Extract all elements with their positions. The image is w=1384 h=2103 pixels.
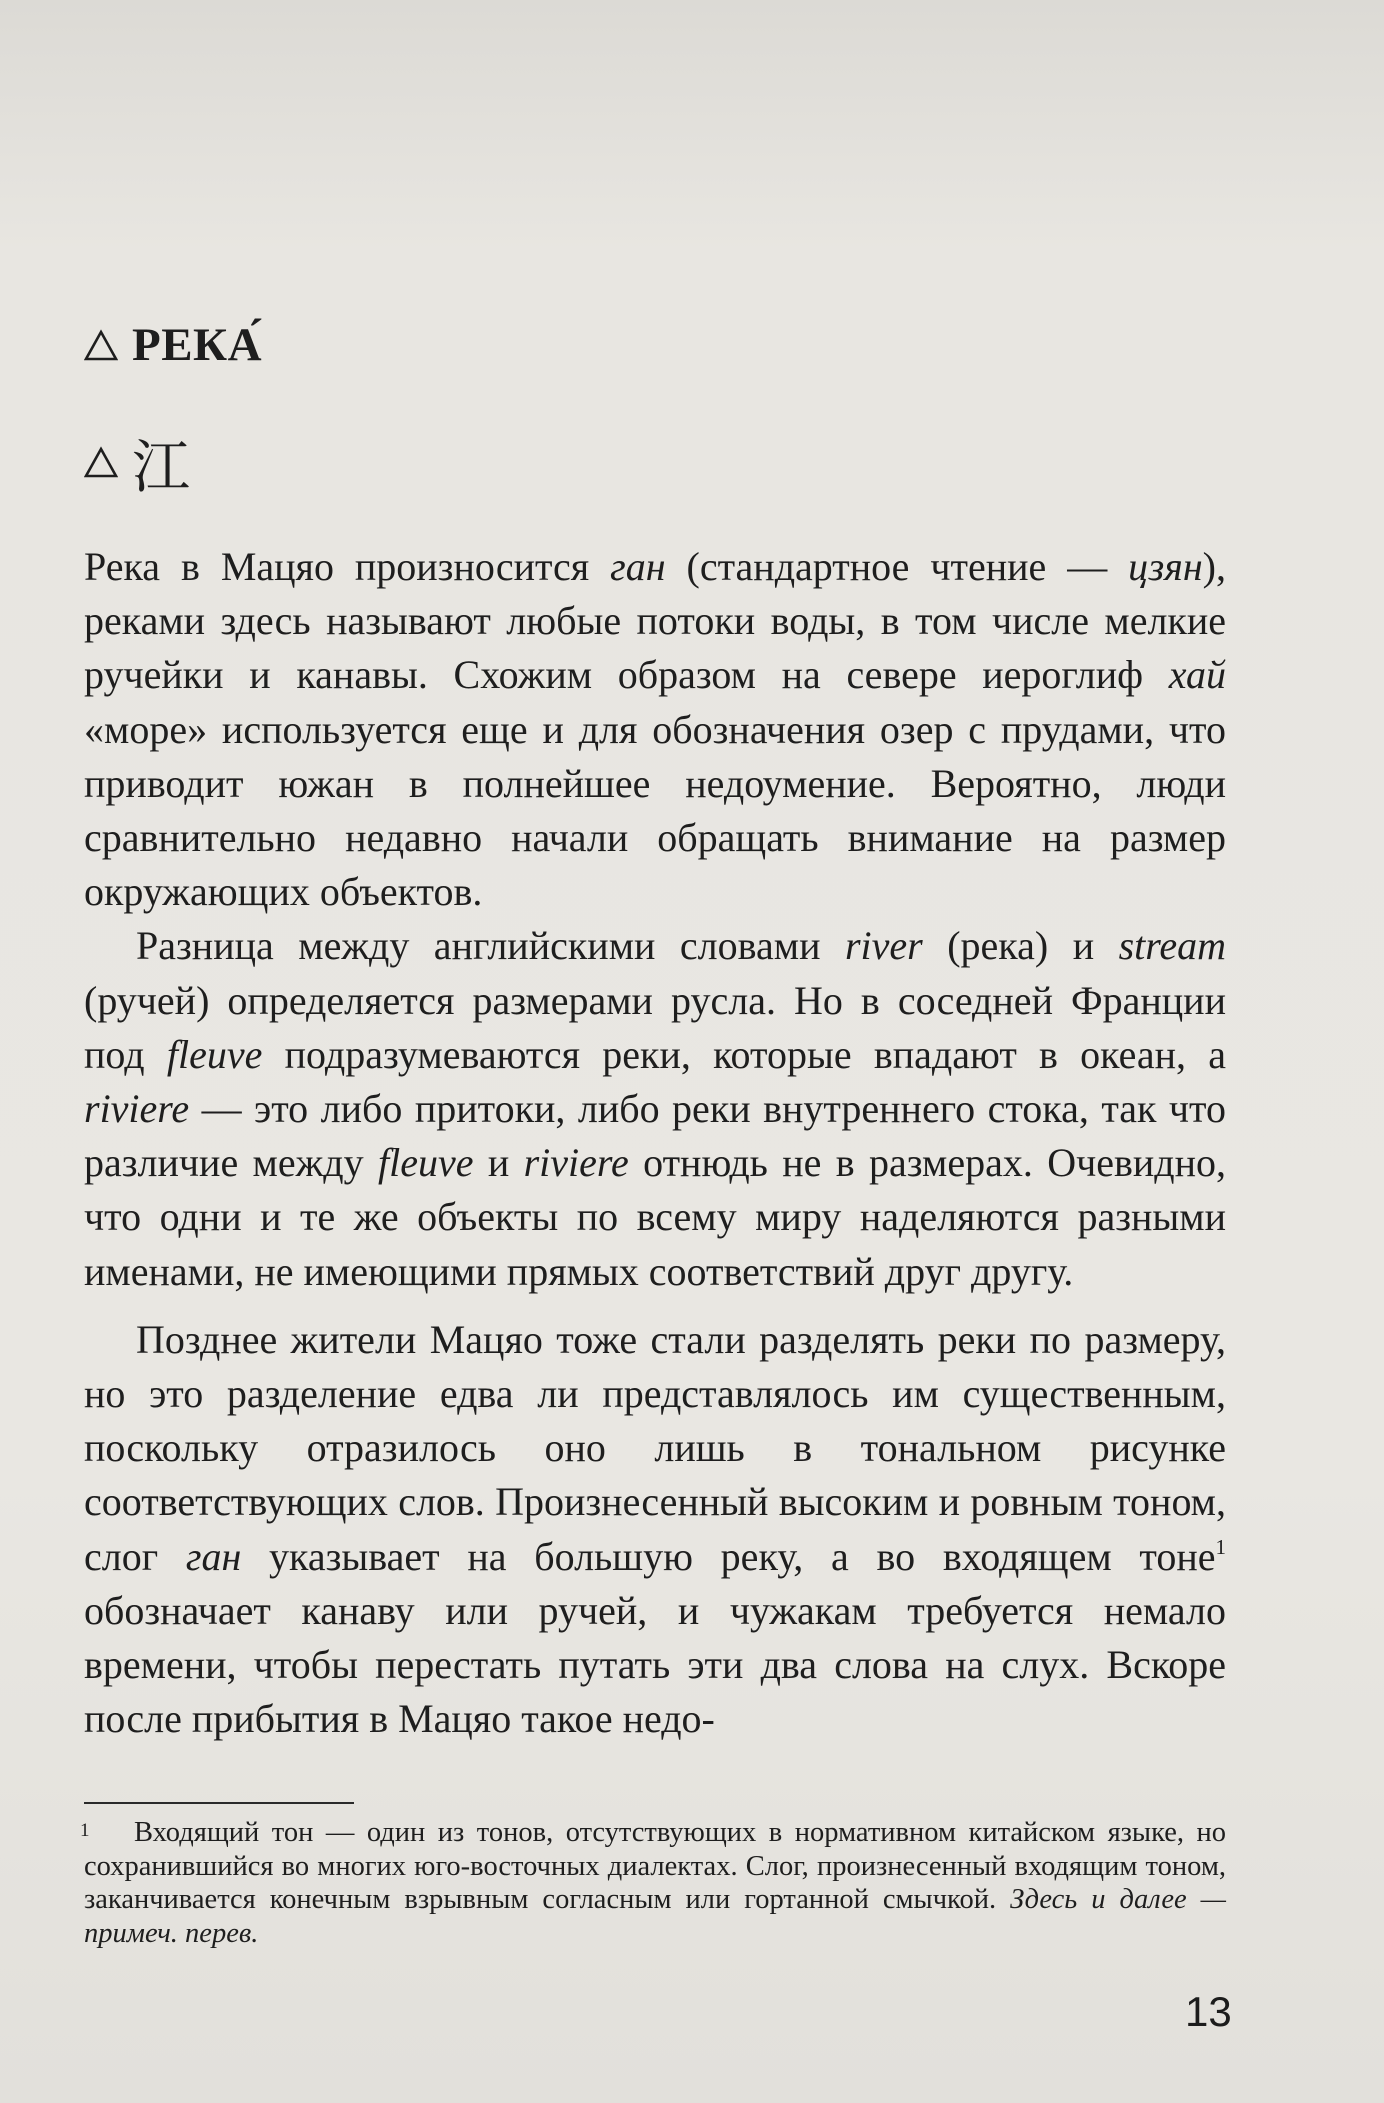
text-run: Позднее жители Мацяо тоже стали разделять реки по размеру, но это разделение едва ли представлялось им существенным, поскольку отразилось оно лишь в тональном рисунке соответствующих слов. Произнесенный высоким и ровным тоном, слог <box>84 1316 1226 1579</box>
text-run: (река) и <box>922 923 1119 969</box>
text-run: «море» используется еще и для обозначения озер с прудами, что приводит южан в полнейшее недоумение. Вероятно, люди сравнительно недавно начали обращать внимание на размер окружающих объектов. <box>84 706 1226 915</box>
heading-title-ru: РЕКА́ <box>132 319 263 371</box>
italic-text: цзян <box>1128 544 1203 589</box>
text-run: Входящий тон — один из тонов, отсутствующих в нормативном китайском языке, но сохранившийся во многих юго-восточных диалектах. Слог, произнесенный входящим тоном, заканчивается конечным взрывным согласным или гортанной смычкой. <box>84 1817 1226 1915</box>
text-run: и <box>473 1140 524 1186</box>
italic-text: ган <box>610 544 666 589</box>
italic-text: fleuve <box>166 1031 263 1077</box>
italic-text: riviere <box>523 1140 629 1186</box>
footnote-number: 1 <box>80 1820 90 1841</box>
chapter-heading-russian <box>84 318 262 372</box>
heading-title-zh: 江 <box>132 433 191 501</box>
text-run: (ручей) определяется размерами русла. Но в соседней Франции под <box>84 977 1226 1077</box>
footnote-divider <box>84 1802 354 1804</box>
footnote <box>80 1816 1226 1950</box>
page-number: 13 <box>1185 1988 1232 2035</box>
italic-text: riviere <box>84 1086 190 1132</box>
paragraph <box>84 919 1226 1298</box>
text-run: ), реками здесь называют любые потоки воды, в том числе мелкие ручейки и канавы. Схожим образом на севере иероглиф <box>84 544 1226 698</box>
footnote-ref: 1 <box>1215 1534 1227 1559</box>
chapter-heading-chinese <box>84 420 191 504</box>
italic-text: ган <box>185 1533 242 1579</box>
italic-text: fleuve <box>377 1140 474 1186</box>
triangle-icon <box>84 328 118 362</box>
paragraph <box>84 1313 1226 1747</box>
paragraph <box>84 540 1226 919</box>
triangle-icon <box>84 445 118 479</box>
italic-text: хай <box>1168 652 1226 698</box>
italic-text: river <box>844 923 923 969</box>
footnote-text <box>84 1816 1226 1950</box>
text-run: Река в Мацяо произносится <box>84 544 611 589</box>
text-run: обозначает канаву или ручей, и чужакам требуется немало времени, чтобы перестать путать эти два слова на слух. Вскоре после прибытия в Мацяо такое недо- <box>84 1587 1226 1742</box>
text-run: подразумеваются реки, которые впадают в океан, а <box>262 1031 1227 1077</box>
italic-text: Здесь и далее — примеч. перев. <box>84 1884 1226 1949</box>
text-run: — это либо притоки, либо реки внутреннего стока, так что различие между <box>84 1086 1226 1186</box>
italic-text: stream <box>1118 923 1226 969</box>
text-run: указывает на большую реку, а во входящем тоне <box>241 1533 1216 1579</box>
text-run: (стандартное чтение — <box>665 544 1129 589</box>
text-run: отнюдь не в размерах. Очевидно, что одни и те же объекты по всему миру наделяются разными именами, не имеющими прямых соответствий друг другу. <box>84 1140 1227 1294</box>
main-text <box>84 540 1226 1746</box>
text-run: Разница между английскими словами <box>136 923 845 969</box>
